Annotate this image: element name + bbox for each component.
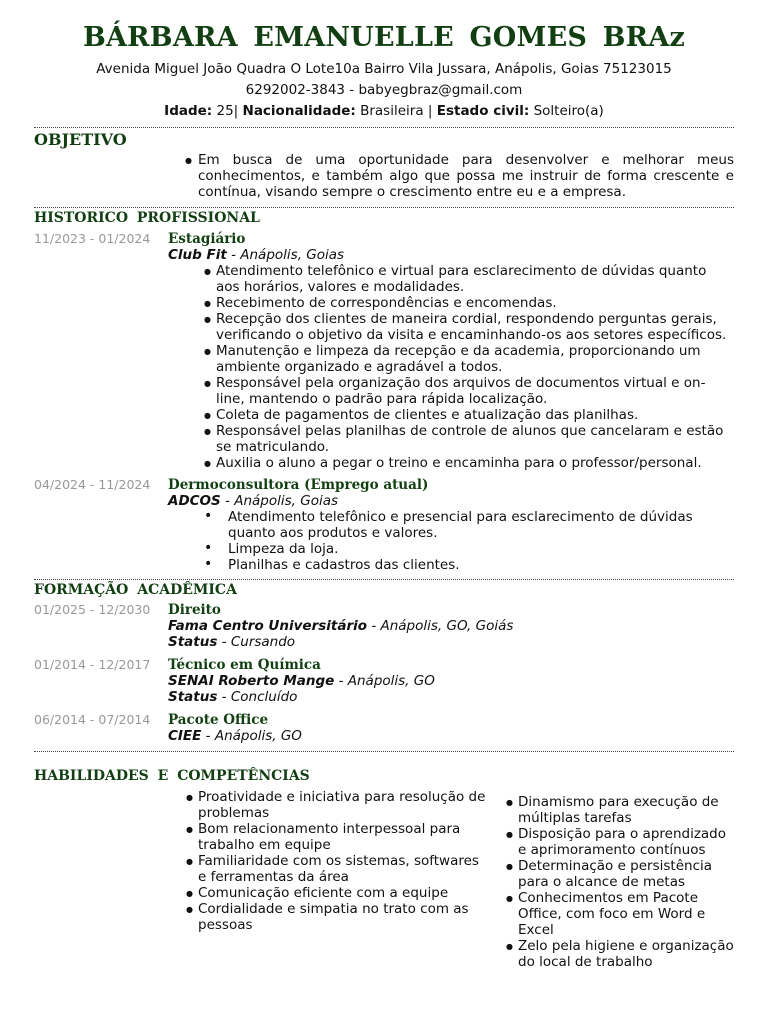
divider — [34, 127, 734, 128]
section-title-skills: HABILIDADES E COMPETÊNCIAS — [34, 768, 310, 784]
education-status-label: Status — [168, 689, 218, 705]
job-company: Club Fit — [168, 247, 227, 263]
job-bullet: • Atendimento telefônico e presencial para esclarecimento de dúvidas quanto aos produtos e valores. — [184, 509, 734, 541]
job-bullet: • Planilhas e cadastros das clientes. — [184, 557, 734, 573]
education-course: Direito — [168, 602, 221, 618]
education-status: - Cursando — [217, 634, 296, 650]
job-company-line — [168, 247, 734, 263]
nationality-label: Nacionalidade: — [242, 103, 356, 119]
skill-item: ● Disposição para o aprendizado e aprimoramento contínuos — [506, 826, 734, 858]
section-title-experience: HISTORICO PROFISSIONAL — [34, 210, 260, 226]
personal-info — [34, 101, 734, 122]
divider — [34, 579, 734, 580]
education-entry — [34, 657, 734, 705]
job-bullets — [184, 509, 734, 573]
skill-item: ● Cordialidade e simpatia no trato com as pessoas — [186, 901, 486, 933]
education-course: Técnico em Química — [168, 657, 321, 673]
skill-item: ● Determinação e persistência para o alcance de metas — [506, 858, 734, 890]
skill-item: ● Familiaridade com os sistemas, softwares e ferramentas da área — [186, 853, 486, 885]
job-bullets — [186, 263, 734, 471]
job-dates: 11/2023 - 01/2024 — [34, 231, 151, 246]
address: Avenida Miguel João Quadra O Lote10a Bairro Vila Jussara, Anápolis, Goias 75123015 — [96, 61, 672, 77]
skill-item: ● Zelo pela higiene e organização do local de trabalho — [506, 938, 734, 970]
job-location: - Anápolis, Goias — [220, 493, 339, 509]
age-value: 25| — [216, 103, 239, 119]
job-company: ADCOS — [168, 493, 221, 509]
civil-status-value: Solteiro(a) — [533, 103, 604, 119]
job-dates: 04/2024 - 11/2024 — [34, 477, 151, 492]
education-location: - Anápolis, GO, Goiás — [367, 618, 514, 634]
job-bullet: ● Auxilia o aluno a pegar o treino e encaminha para o professor/personal. — [186, 455, 734, 471]
civil-status-label: Estado civil: — [436, 103, 530, 119]
resume-page — [34, 22, 734, 970]
skills-right-column — [486, 794, 734, 970]
job-role: Estagiário — [168, 231, 246, 247]
education-dates: 06/2014 - 07/2014 — [34, 712, 151, 727]
candidate-name: BÁRBARA EMANUELLE GOMES BRAz — [82, 22, 686, 53]
education-status-label: Status — [168, 634, 218, 650]
job-bullet: ● Coleta de pagamentos de clientes e atualização das planilhas. — [186, 407, 734, 423]
skills-left-column — [34, 789, 486, 970]
job-company-line — [168, 493, 734, 509]
job-bullet: ● Atendimento telefônico e virtual para esclarecimento de dúvidas quanto aos horários, valores e modalidades. — [186, 263, 734, 295]
job-bullet: • Limpeza da loja. — [184, 541, 734, 557]
education-entry — [34, 602, 734, 650]
nationality-value: Brasileira | — [360, 103, 433, 119]
education-course: Pacote Office — [168, 712, 269, 728]
job-bullet: ● Manutenção e limpeza da recepção e da academia, proporcionando um ambiente organizado e agradável a todos. — [186, 343, 734, 375]
education-entry — [34, 712, 734, 744]
skill-item: ● Proatividade e iniciativa para resolução de problemas — [186, 789, 486, 821]
age-label: Idade: — [164, 103, 213, 119]
education-location: - Anápolis, GO — [334, 673, 435, 689]
skill-item: ● Comunicação eficiente com a equipe — [186, 885, 486, 901]
objective-text: ● Em busca de uma oportunidade para desenvolver e melhorar meus conhecimentos, e também algo que possa me instruir de forma crescente e contínua, visando sempre o crescimento entre eu e a empresa. — [34, 152, 734, 200]
education-status: - Concluído — [217, 689, 298, 705]
job-bullet: ● Recepção dos clientes de maneira cordial, respondendo perguntas gerais, verificando o objetivo da visita e encaminhando-os aos setores específicos. — [186, 311, 734, 343]
job-entry — [34, 231, 734, 263]
job-bullet: ● Responsável pela organização dos arquivos de documentos virtual e on-line, mantendo o padrão para rápida localização. — [186, 375, 734, 407]
job-role: Dermoconsultora (Emprego atual) — [168, 477, 429, 493]
skills-columns — [34, 789, 734, 970]
divider — [34, 207, 734, 208]
education-dates: 01/2014 - 12/2017 — [34, 657, 151, 672]
section-title-education: FORMAÇÃO ACADÊMICA — [34, 582, 237, 598]
education-school: CIEE — [168, 728, 202, 744]
job-bullet: ● Recebimento de correspondências e encomendas. — [186, 295, 734, 311]
job-entry — [34, 477, 734, 509]
job-location: - Anápolis, Goias — [226, 247, 345, 263]
education-dates: 01/2025 - 12/2030 — [34, 602, 151, 617]
education-school: SENAI Roberto Mange — [168, 673, 335, 689]
skill-item: ● Conhecimentos em Pacote Office, com foco em Word e Excel — [506, 890, 734, 938]
skill-item: ● Bom relacionamento interpessoal para trabalho em equipe — [186, 821, 486, 853]
education-school: Fama Centro Universitário — [168, 618, 368, 634]
section-title-objective: OBJETIVO — [34, 130, 127, 149]
contact-info: 6292002-3843 - babyegbraz@gmail.com — [245, 82, 523, 98]
job-bullet: ● Responsável pelas planilhas de controle de alunos que cancelaram e estão se matriculando. — [186, 423, 734, 455]
objective-list — [34, 152, 734, 200]
divider — [34, 751, 734, 752]
skill-item: ● Dinamismo para execução de múltiplas tarefas — [506, 794, 734, 826]
education-location: - Anápolis, GO — [201, 728, 302, 744]
